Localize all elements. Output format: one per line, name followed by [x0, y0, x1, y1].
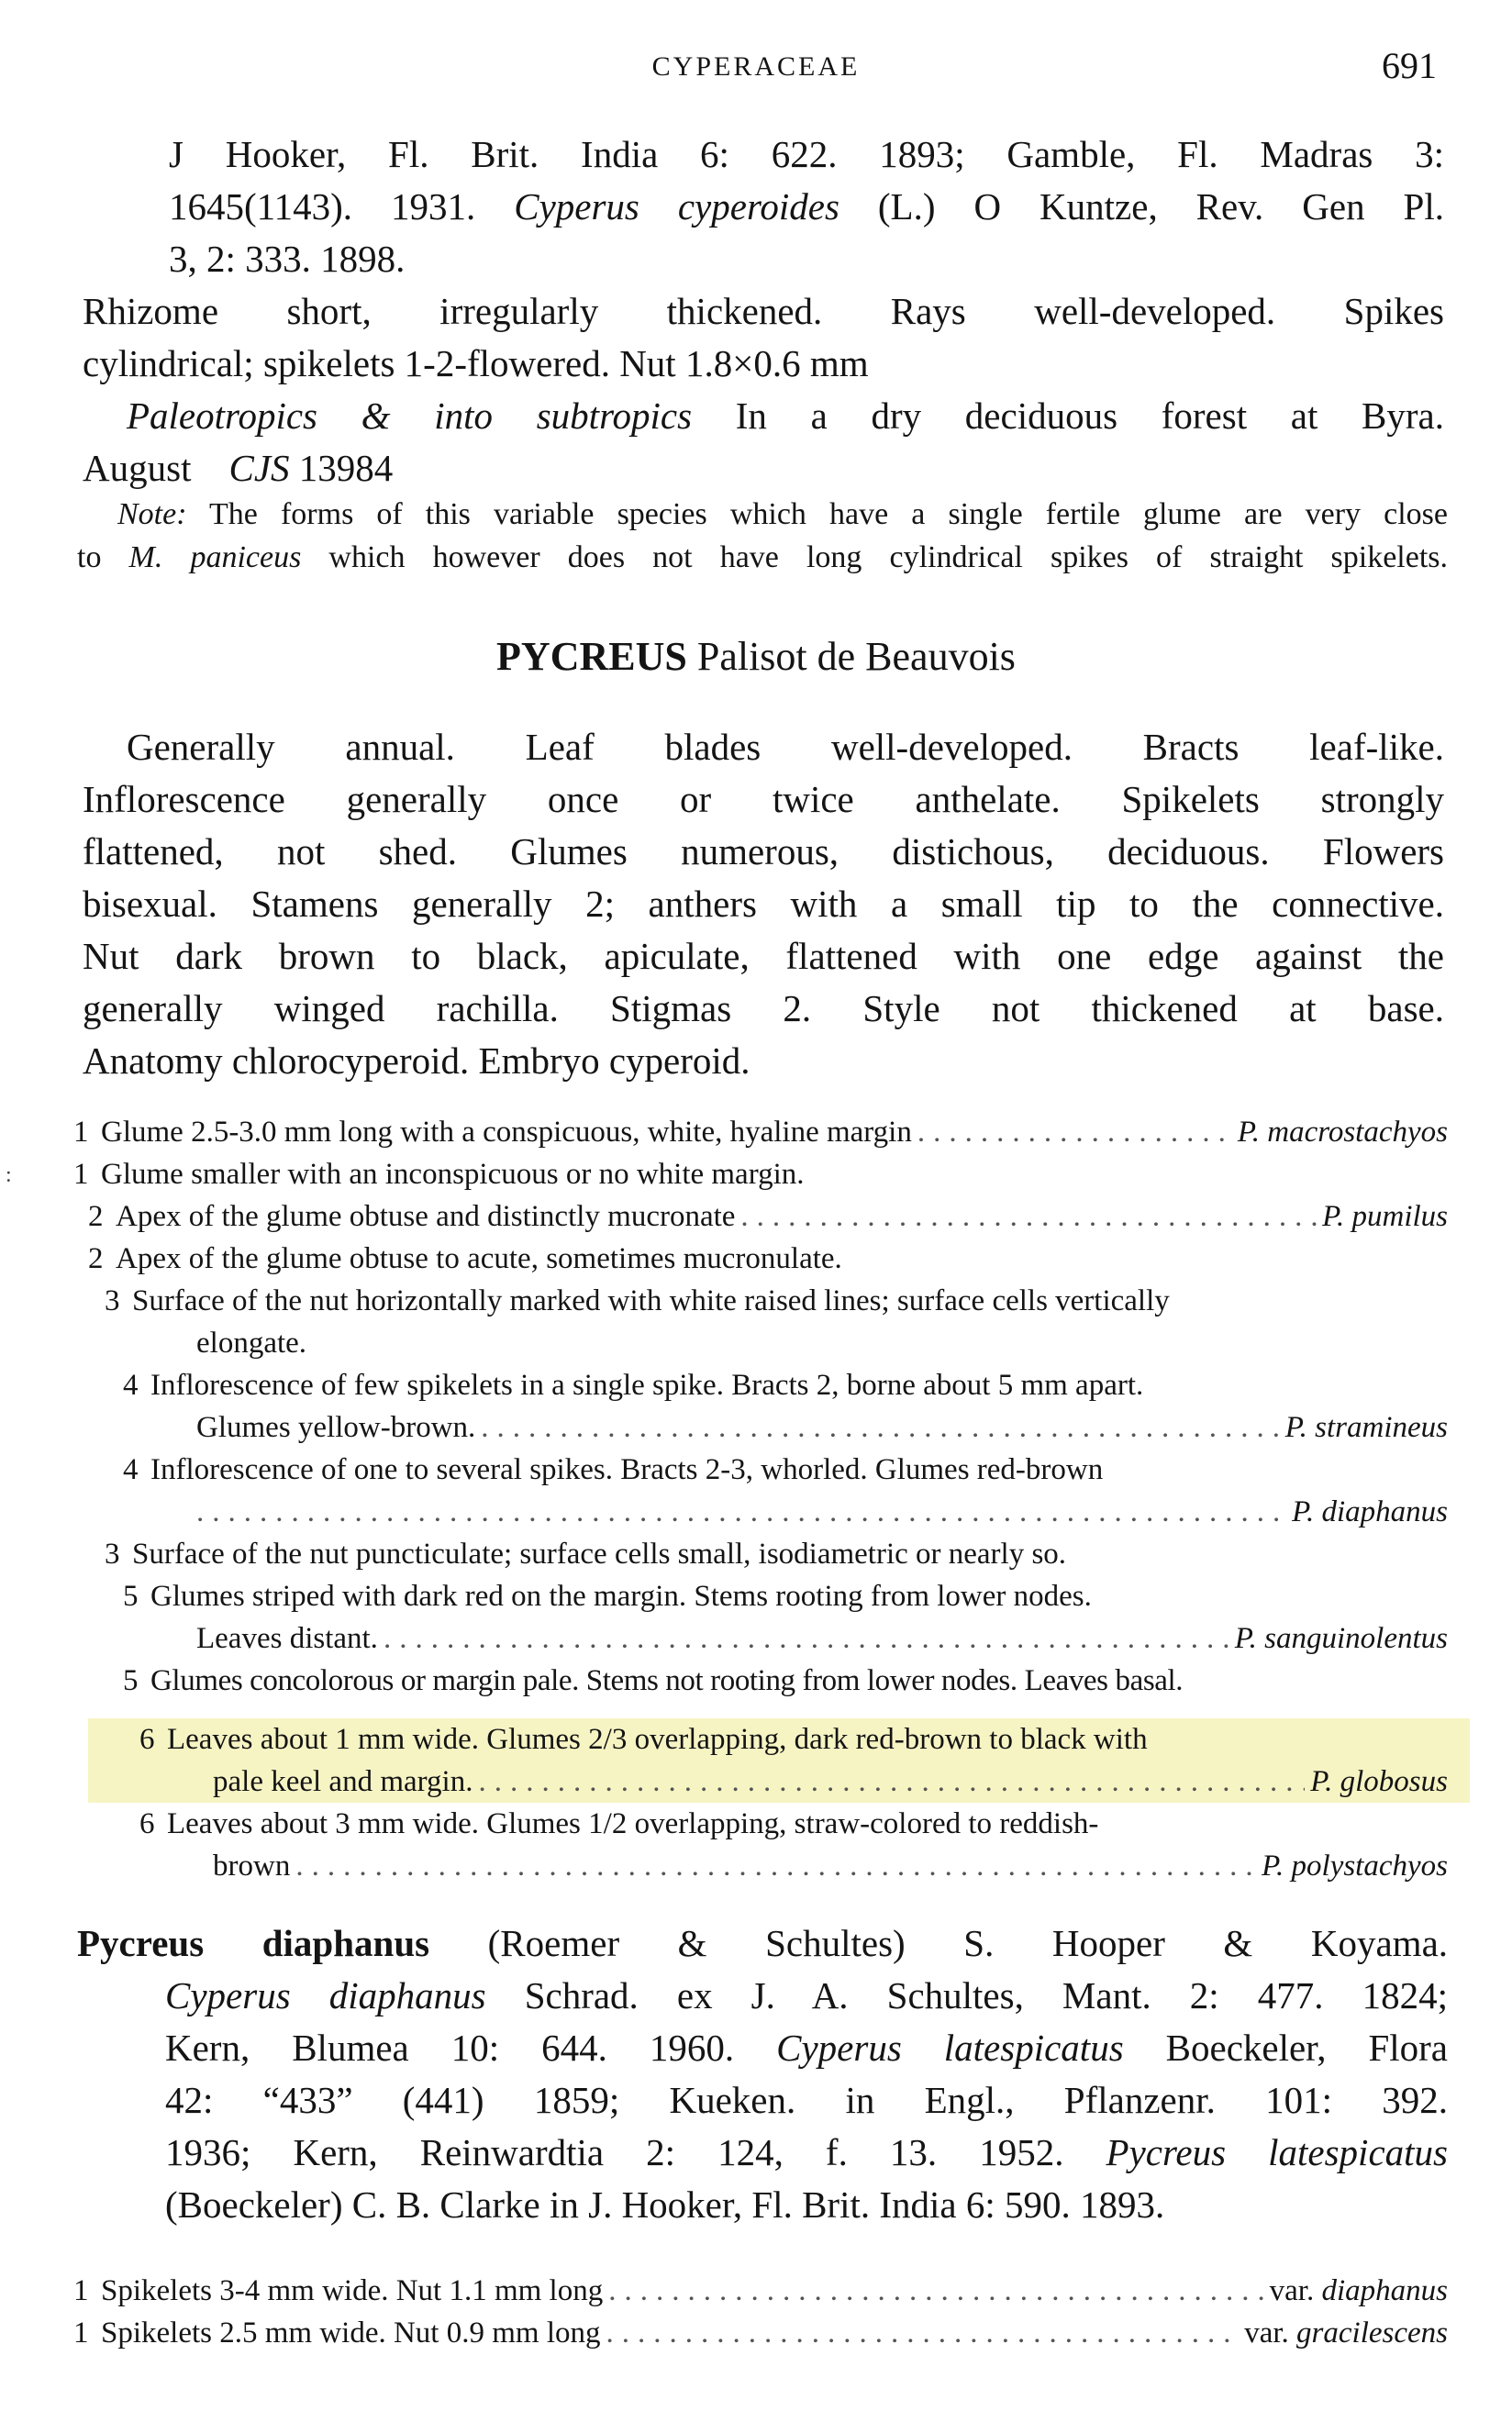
genus-description: [83, 721, 1444, 1087]
key-lead: 3 Surface of the nut puncticulate; surface cells small, isodiametric or nearly so.: [105, 1538, 1067, 1571]
note-label: Note:: [117, 497, 187, 531]
genus-description-line: Generally annual. Leaf blades well-developed. Bracts leaf-like.: [127, 726, 1444, 768]
distribution: Paleotropics & into subtropics: [127, 394, 693, 437]
description-line-1: Rhizome short, irregularly thickened. Rays well-developed. Spikes: [83, 290, 1444, 332]
synonym-cyperus-cyperoides: Cyperus cyperoides: [514, 185, 839, 228]
key-lead-continuation: Glumes yellow-brown. ..... P. stramineus: [196, 1406, 1448, 1449]
collector: CJS: [228, 447, 290, 489]
key-lead: 6 Leaves about 3 mm wide. Glumes 1/2 overlapping, straw-colored to reddish-: [139, 1807, 1099, 1840]
reference-block: [169, 128, 1444, 285]
genus-description-line: Anatomy chlorocyperoid. Embryo cyperoid.: [83, 1039, 750, 1082]
species-name: Pycreus diaphanus: [77, 1922, 430, 1964]
key-target: P. globosus: [1310, 1765, 1448, 1798]
key-lead: 1 Glume smaller with an inconspicuous or no white margin.: [73, 1158, 805, 1191]
variety-name: gracilescens: [1296, 2316, 1448, 2350]
species-heading-line: [77, 1917, 1448, 1970]
leader-dots: [606, 2312, 1239, 2354]
synonymy-line: Kern, Blumea 10: 644. 1960. Cyperus latespicatus Boeckeler, Flora: [165, 2027, 1448, 2069]
key-target: P. pumilus: [1322, 1200, 1448, 1233]
species-entry: [77, 1917, 1448, 2231]
synonymy-line: (Boeckeler) C. B. Clarke in J. Hooker, Fl. Brit. India 6: 590. 1893.: [165, 2183, 1165, 2226]
note-line-1: Note: The forms of this variable species which have a single fertile glume are very close: [117, 497, 1448, 531]
key-lead: 2 Apex of the glume obtuse to acute, sometimes mucronulate.: [88, 1242, 842, 1275]
key-lead-continuation: [196, 1491, 1448, 1533]
leader-dots: [740, 1195, 1317, 1238]
key-lead-continuation: Leaves distant. ..... P. sanguinolentus: [196, 1617, 1448, 1660]
genus-description-line: bisexual. Stamens generally 2; anthers with a small tip to the connective.: [83, 883, 1444, 925]
key-lead: 5 Glumes concolorous or margin pale. Stems not rooting from lower nodes. Leaves basal.: [123, 1664, 1184, 1697]
key-lead-continuation: pale keel and margin. ..... P. globosus: [213, 1761, 1448, 1803]
key-target: P. diaphanus: [1292, 1495, 1448, 1528]
note-line-2: to M. paniceus which however does not have long cylindrical spikes of straight spikelets.: [77, 540, 1449, 574]
key-target: P. polystachyos: [1262, 1850, 1448, 1883]
variety-name: diaphanus: [1321, 2274, 1448, 2307]
genus-heading: [0, 633, 1512, 680]
species-description: [83, 285, 1444, 494]
reference-line-2: 1645(1143). 1931. Cyperus cyperoides (L.) O Kuntze, Rev. Gen Pl.: [169, 185, 1444, 228]
description-line-2: cylindrical; spikelets 1-2-flowered. Nut 1.8×0.6 mm: [83, 342, 869, 384]
key-lead: 5 Glumes striped with dark red on the margin. Stems rooting from lower nodes.: [123, 1580, 1092, 1613]
genus-description-line: flattened, not shed. Glumes numerous, distichous, deciduous. Flowers: [83, 830, 1444, 872]
note: [77, 493, 1448, 579]
variety-key-lead: 1 Spikelets 2.5 mm wide. Nut 0.9 mm long ..... var. gracilescens: [73, 2312, 1448, 2354]
key-target: P. sanguinolentus: [1234, 1622, 1448, 1655]
synonymy-line: 1936; Kern, Reinwardtia 2: 124, f. 13. 1952. Pycreus latespicatus: [165, 2131, 1448, 2173]
reference-line-1: J Hooker, Fl. Brit. India 6: 622. 1893; Gamble, Fl. Madras 3:: [169, 133, 1444, 175]
genus-description-line: Nut dark brown to black, apiculate, flattened with one edge against the: [83, 935, 1444, 977]
key-lead: 2 Apex of the glume obtuse and distinctly mucronate ..... P. pumilus: [88, 1195, 1448, 1238]
description-line-3: Paleotropics & into subtropics In a dry deciduous forest at Byra.: [127, 394, 1444, 437]
synonymy-line: 42: “433” (441) 1859; Kueken. in Engl., Pflanzenr. 101: 392.: [165, 2079, 1448, 2121]
key-lead: 4 Inflorescence of few spikelets in a single spike. Bracts 2, borne about 5 mm apart.: [123, 1369, 1144, 1402]
variety-key-lead: 1 Spikelets 3-4 mm wide. Nut 1.1 mm long ..... var. diaphanus: [73, 2270, 1448, 2312]
key-lead-continuation: brown ..... P. polystachyos: [213, 1845, 1448, 1887]
page-number: 691: [1382, 45, 1437, 86]
genus-author: Palisot de Beauvois: [696, 634, 1016, 679]
genus-description-line: generally winged rachilla. Stigmas 2. Style not thickened at base.: [83, 987, 1444, 1029]
species-authors: (Roemer & Schultes) S. Hooper & Koyama.: [487, 1922, 1449, 1964]
leader-dots: [917, 1111, 1232, 1153]
synonymy-line: Cyperus diaphanus Schrad. ex J. A. Schultes, Mant. 2: 477. 1824;: [165, 1974, 1449, 2016]
key-lead: 3 Surface of the nut horizontally marked with white raised lines; surface cells vertically: [105, 1284, 1170, 1317]
genus-description-line: Inflorescence generally once or twice anthelate. Spikelets strongly: [83, 778, 1444, 820]
leader-dots: [608, 2270, 1263, 2312]
collection-number: 13984: [298, 447, 394, 489]
key-lead: 4 Inflorescence of one to several spikes. Bracts 2-3, whorled. Glumes red-brown: [123, 1453, 1104, 1486]
key-lead: 1 Glume 2.5-3.0 mm long with a conspicuous, white, hyaline margin ..... P. macrostachyos: [73, 1111, 1448, 1153]
key-target: P. stramineus: [1284, 1411, 1448, 1444]
leader-dots: [481, 1406, 1279, 1449]
leader-dots: [384, 1617, 1229, 1660]
leader-dots: [478, 1761, 1305, 1803]
margin-mark: :: [6, 1163, 12, 1187]
description-line-4: August CJS 13984: [83, 447, 394, 489]
leader-dots: [295, 1845, 1256, 1887]
reference-line-3: 3, 2: 333. 1898.: [169, 238, 406, 280]
running-header: CYPERACEAE: [651, 51, 861, 82]
genus-name: PYCREUS: [496, 634, 687, 679]
key-lead: 6 Leaves about 1 mm wide. Glumes 2/3 overlapping, dark red-brown to black with: [139, 1723, 1148, 1756]
leader-dots: [196, 1491, 1286, 1533]
key-target: P. macrostachyos: [1237, 1116, 1448, 1149]
key-lead-continuation: elongate.: [196, 1327, 307, 1360]
